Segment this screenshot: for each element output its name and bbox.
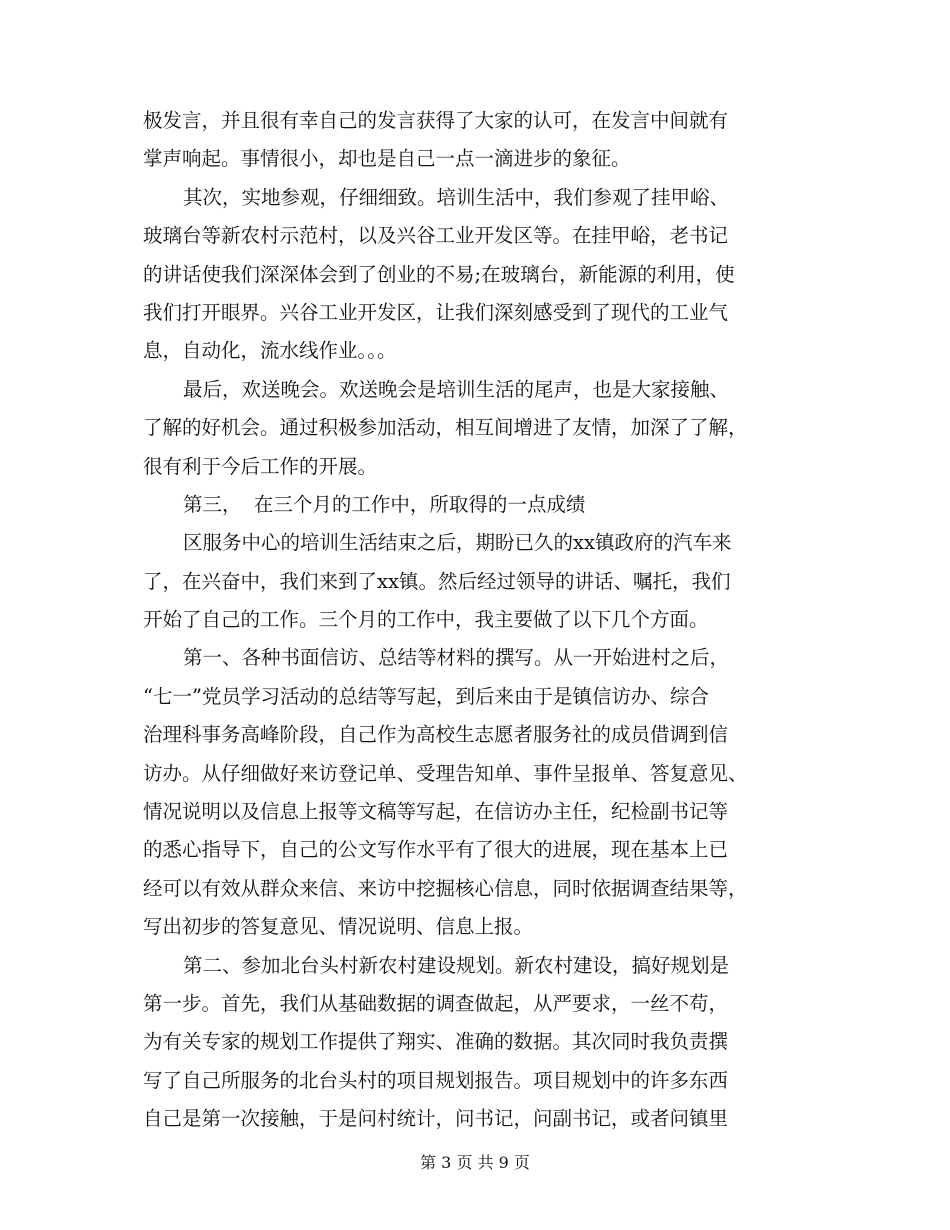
text-line: 我们打开眼界。兴谷工业开发区，让我们深刻感受到了现代的工业气 bbox=[143, 300, 729, 324]
text-line: 掌声响起。事情很小，却也是自己一点一滴进步的象征。 bbox=[143, 147, 631, 171]
paragraph-start-line: 第一、各种书面信访、总结等材料的撰写。从一开始进村之后， bbox=[183, 646, 730, 670]
text-line: 治理科事务高峰阶段，自己作为高校生志愿者服务社的成员借调到信 bbox=[143, 723, 729, 747]
text-line: 开始了自己的工作。三个月的工作中，我主要做了以下几个方面。 bbox=[143, 608, 709, 632]
text-line: 的讲话使我们深深体会到了创业的不易;在玻璃台，新能源的利用，使 bbox=[143, 262, 735, 286]
text-line: 了，在兴奋中，我们来到了xx镇。然后经过领导的讲话、嘱托，我们 bbox=[143, 569, 731, 593]
text-line: 为有关专家的规划工作提供了翔实、准确的数据。其次同时我负责撰 bbox=[143, 1030, 729, 1054]
text-line: “七一”党员学习活动的总结等写起，到后来由于是镇信访办、综合 bbox=[143, 684, 709, 708]
text-line: 很有利于今后工作的开展。 bbox=[143, 454, 378, 478]
text-line: 玻璃台等新农村示范村，以及兴谷工业开发区等。在挂甲峪，老书记 bbox=[143, 224, 729, 248]
page-number-footer: 第 3 页 共 9 页 bbox=[420, 1153, 530, 1172]
text-line: 的悉心指导下，自己的公文写作水平有了很大的进展，现在基本上已 bbox=[143, 838, 729, 862]
text-line: 写出初步的答复意见、情况说明、信息上报。 bbox=[143, 915, 534, 939]
text-line: 写了自己所服务的北台头村的项目规划报告。项目规划中的许多东西 bbox=[143, 1068, 729, 1092]
section-heading: 第三， 在三个月的工作中，所取得的一点成绩 bbox=[183, 492, 586, 516]
paragraph-start-line: 最后，欢送晚会。欢送晚会是培训生活的尾声，也是大家接触、 bbox=[183, 377, 730, 401]
text-line: 了解的好机会。通过积极参加活动，相互间增进了友情，加深了了解， bbox=[143, 416, 748, 440]
paragraph-start-line: 其次，实地参观，仔细细致。培训生活中，我们参观了挂甲峪、 bbox=[183, 185, 730, 209]
paragraph-start-line: 区服务中心的培训生活结束之后，期盼已久的xx镇政府的汽车来 bbox=[183, 531, 732, 555]
text-line: 情况说明以及信息上报等文稿等写起，在信访办主任，纪检副书记等 bbox=[143, 800, 729, 824]
text-line: 息，自动化，流水线作业。。。 bbox=[143, 339, 397, 363]
text-line: 经可以有效从群众来信、来访中挖掘核心信息，同时依据调查结果等， bbox=[143, 876, 748, 900]
text-line: 访办。从仔细做好来访登记单、受理告知单、事件呈报单、答复意见、 bbox=[143, 761, 748, 785]
body-text bbox=[143, 102, 809, 1139]
text-line: 自己是第一次接触，于是问村统计，问书记，问副书记，或者问镇里 bbox=[143, 1107, 729, 1131]
paragraph-start-line: 第二、参加北台头村新农村建设规划。新农村建设，搞好规划是 bbox=[183, 953, 730, 977]
text-line: 极发言，并且很有幸自己的发言获得了大家的认可，在发言中间就有 bbox=[143, 109, 729, 132]
text-line: 第一步。首先，我们从基础数据的调查做起，从严要求，一丝不苟， bbox=[143, 991, 729, 1015]
